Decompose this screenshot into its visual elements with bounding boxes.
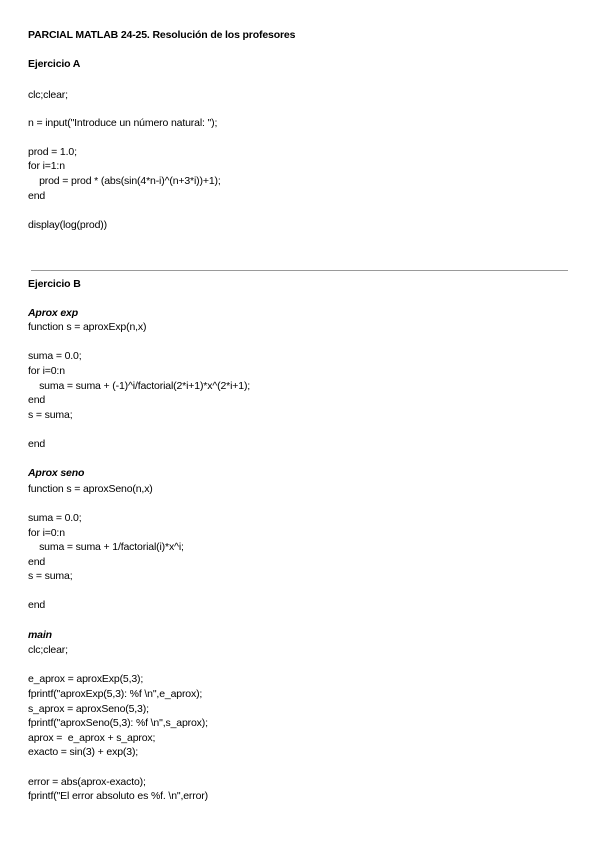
code-line: display(log(prod)) [28,219,107,231]
code-line: clc;clear; [28,89,68,101]
code-line: fprintf("aproxExp(5,3): %f \n",e_aprox); [28,688,203,700]
code-line: s = suma; [28,570,73,582]
section-divider [31,270,568,271]
code-line: prod = prod * (abs(sin(4*n-i)^(n+3*i))+1); [28,175,221,187]
code-line: suma = 0.0; [28,512,82,524]
code-line: n = input("Introduce un número natural: "); [28,117,218,129]
code-line: end [28,394,46,406]
code-line: aprox = e_aprox + s_aprox; [28,732,156,744]
document-title: PARCIAL MATLAB 24-25. Resolución de los profesores [28,29,296,41]
code-line: error = abs(aprox-exacto); [28,776,146,788]
code-line: for i=0:n [28,365,65,377]
code-line: end [28,556,46,568]
code-line: for i=0:n [28,527,65,539]
code-line: s = suma; [28,409,73,421]
code-line: exacto = sin(3) + exp(3); [28,746,139,758]
code-line: suma = suma + (-1)^i/factorial(2*i+1)*x^(2*i+1); [28,380,251,392]
code-line: end [28,599,46,611]
code-line: e_aprox = aproxExp(5,3); [28,673,144,685]
code-line: fprintf("aproxSeno(5,3): %f \n",s_aprox); [28,717,208,729]
exercise-b-heading: Ejercicio B [28,278,81,290]
code-line: end [28,190,46,202]
aprox-seno-title: Aprox seno [28,467,85,479]
aprox-exp-title: Aprox exp [28,307,78,319]
code-line: function s = aproxSeno(n,x) [28,483,153,495]
code-line: suma = 0.0; [28,350,82,362]
code-line: clc;clear; [28,644,68,656]
main-title: main [28,629,52,641]
code-line: end [28,438,46,450]
exercise-a-heading: Ejercicio A [28,58,81,70]
code-line: fprintf("El error absoluto es %f. \n",error) [28,790,209,802]
code-line: prod = 1.0; [28,146,77,158]
code-line: function s = aproxExp(n,x) [28,321,147,333]
code-line: suma = suma + 1/factorial(i)*x^i; [28,541,184,553]
code-line: for i=1:n [28,160,65,172]
code-line: s_aprox = aproxSeno(5,3); [28,703,149,715]
